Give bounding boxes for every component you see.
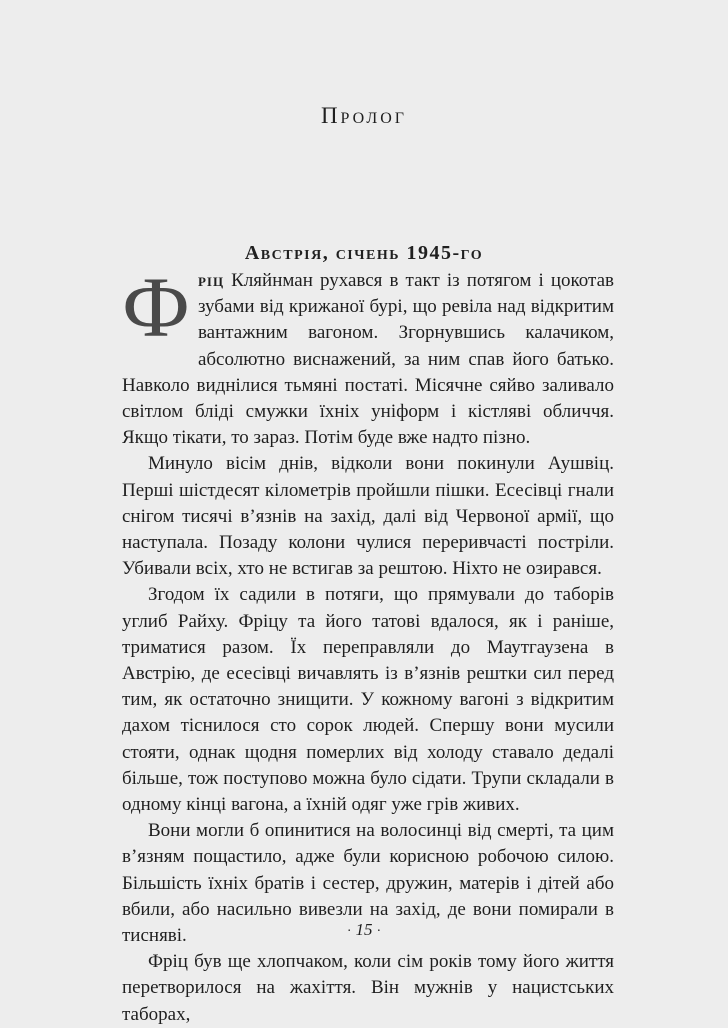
paragraph-1-text: Кляйнман рухався в такт із потягом і цокотав зубами від крижаної бурі, що ревіла над відкритим вантажним вагоном. Згорнувшись калачиком, абсолютно виснажений, за ним спав його батько. Навколо виднілися тьмяні постаті. Місячне сяйво заливало світлом бліді смужки їхніх уніформ і кістляві обличчя. Якщо тікати, то зараз. Потім буде вже надто пізно.: [122, 270, 614, 449]
paragraph-2: Минуло вісім днів, відколи вони покинули Аушвіц. Перші шістдесят кілометрів пройшли пішки. Есесівці гнали снігом тисячі в’язнів на захід, далі від Червоної армії, що наступала. Позаду колони чулися переривчасті постріли. Убивали всіх, хто не встигав за рештою. Ніхто не озирався.: [122, 453, 614, 580]
paragraph-4: Вони могли б опинитися на волосинці від смерті, та цим в’язням пощастило, адже були корисною робочою силою. Більшість їхніх братів і сестер, дружин, матерів і дітей або вбили, або насильно вивезли на захід, де вони помирали в тисняві.: [122, 820, 614, 947]
page-number-mark-right: ·: [376, 924, 382, 939]
page-number-value: 15: [355, 920, 373, 939]
body-text: [122, 259, 614, 1028]
page-number-mark-left: ·: [346, 924, 352, 939]
drop-cap: Ф: [122, 259, 190, 355]
section-title: Австрія, січень 1945-го: [244, 241, 484, 264]
page-number: [0, 920, 728, 940]
paragraph-1: [122, 259, 614, 451]
paragraph-3: Згодом їх садили в потяги, що прямували до таборів углиб Райху. Фріцу та його татові вдалося, як і раніше, триматися разом. Їх переправляли до Маутгаузена в Австрію, де есесівці вичавлять із в’язнів рештки сил перед тим, як остаточно знищити. У кожному вагоні з відкритим дахом тіснилося сто сорок людей. Спершу вони мусили стояти, однак щодня померлих від холоду ставало дедалі більше, тож поступово можна було сідати. Трупи складали в одному кінці вагона, а їхній одяг уже грів живих.: [122, 584, 614, 816]
chapter-title: Пролог: [320, 103, 408, 129]
paragraph-5: Фріц був ще хлопчаком, коли сім років тому його життя перетворилося на жахіття. Він мужнів у нацистських таборах,: [122, 951, 614, 1025]
lead-word: ріц: [197, 270, 225, 291]
